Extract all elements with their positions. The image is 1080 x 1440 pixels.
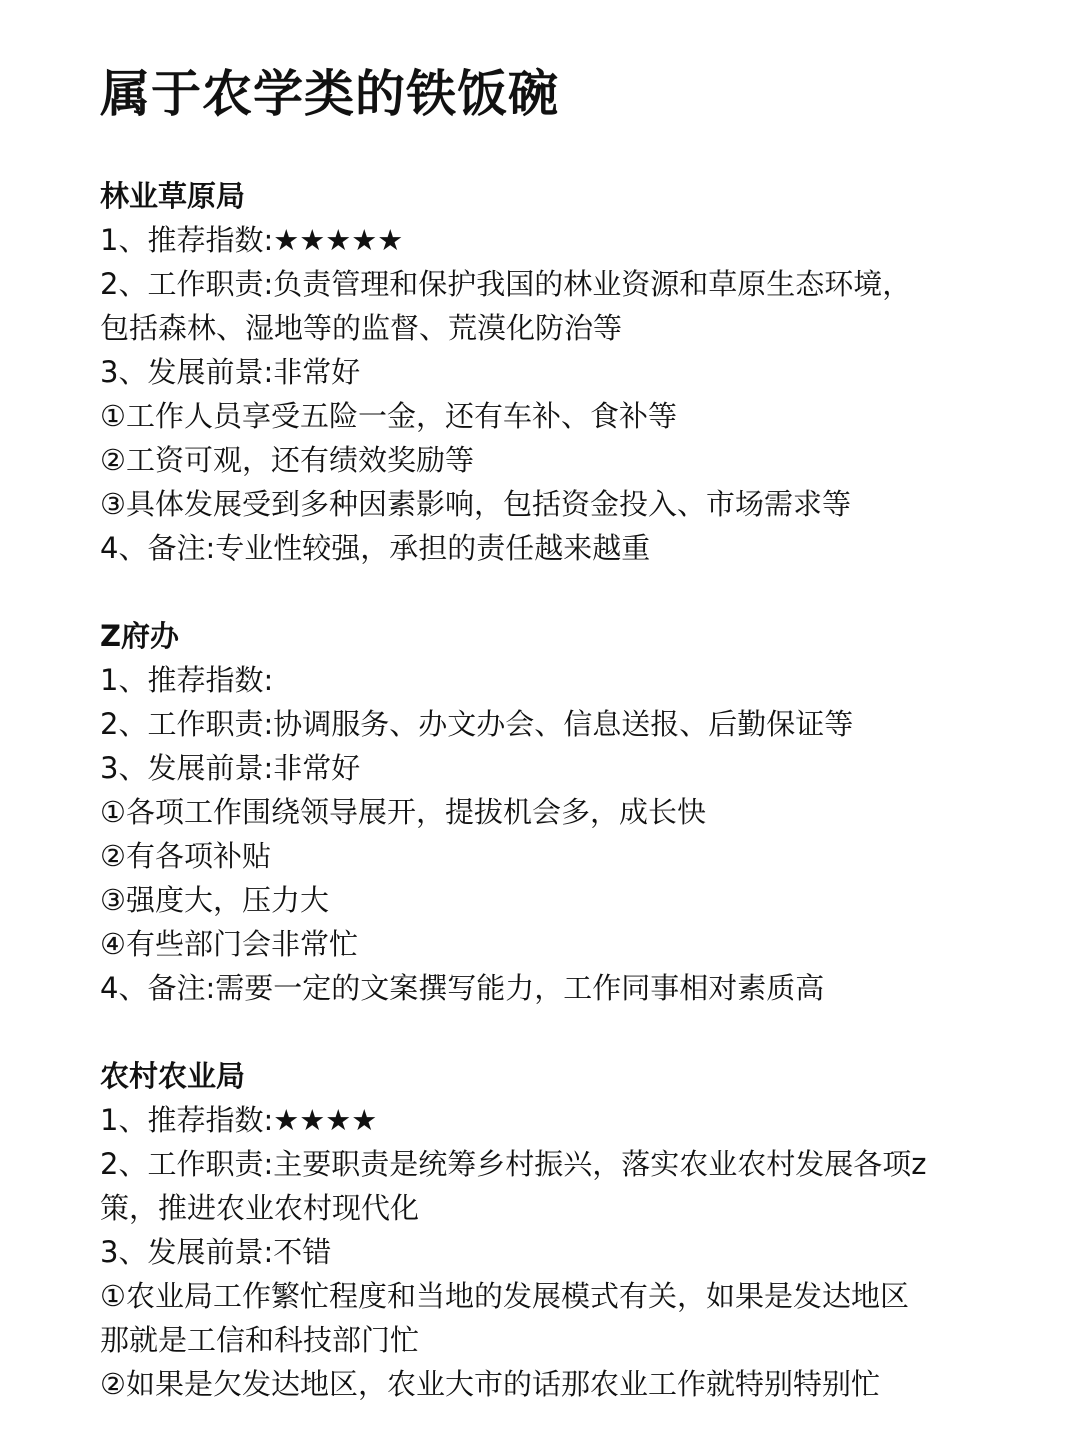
text-line: 1、推荐指数:★★★★★ bbox=[100, 223, 404, 257]
page-title: 属于农学类的铁饭碗 bbox=[100, 65, 559, 123]
text-line: ②工资可观，还有绩效奖励等 bbox=[100, 443, 474, 477]
text-line: ④有些部门会非常忙 bbox=[100, 927, 358, 961]
section-agriculture-rural-bureau bbox=[100, 1054, 1020, 1406]
text-line: 3、发展前景:非常好 bbox=[100, 751, 361, 785]
text-line: 2、工作职责:协调服务、办文办会、信息送报、后勤保证等 bbox=[100, 707, 854, 741]
text-line: ②如果是欠发达地区，农业大市的话那农业工作就特别特别忙 bbox=[100, 1367, 880, 1401]
text-line: ②有各项补贴 bbox=[100, 839, 271, 873]
text-line: 1、推荐指数:★★★★ bbox=[100, 1103, 378, 1137]
section-forestry-grassland-bureau bbox=[100, 174, 1020, 570]
section-heading: 农村农业局 bbox=[100, 1059, 246, 1093]
text-line: 2、工作职责:主要职责是统筹乡村振兴，落实农业农村发展各项z bbox=[100, 1147, 927, 1181]
text-line: 4、备注:专业性较强，承担的责任越来越重 bbox=[100, 531, 651, 565]
text-line: ①各项工作围绕领导展开，提拔机会多，成长快 bbox=[100, 795, 706, 829]
section-heading: Z府办 bbox=[100, 619, 180, 653]
text-line: ①工作人员享受五险一金，还有车补、食补等 bbox=[100, 399, 677, 433]
text-line: 包括森林、湿地等的监督、荒漠化防治等 bbox=[100, 311, 623, 345]
text-line: ①农业局工作繁忙程度和当地的发展模式有关，如果是发达地区 bbox=[100, 1279, 909, 1313]
text-line: 那就是工信和科技部门忙 bbox=[100, 1323, 420, 1357]
section-heading: 林业草原局 bbox=[100, 179, 246, 213]
text-line: ③具体发展受到多种因素影响，包括资金投入、市场需求等 bbox=[100, 487, 851, 521]
text-line: 3、发展前景:非常好 bbox=[100, 355, 361, 389]
text-line: ③强度大，压力大 bbox=[100, 883, 329, 917]
text-line: 3、发展前景:不错 bbox=[100, 1235, 332, 1269]
text-line: 策，推进农业农村现代化 bbox=[100, 1191, 420, 1225]
text-line: 2、工作职责:负责管理和保护我国的林业资源和草原生态环境， bbox=[100, 267, 912, 301]
section-government-office bbox=[100, 614, 1020, 1010]
text-line: 4、备注:需要一定的文案撰写能力，工作同事相对素质高 bbox=[100, 971, 825, 1005]
text-line: 1、推荐指数: bbox=[100, 663, 274, 697]
